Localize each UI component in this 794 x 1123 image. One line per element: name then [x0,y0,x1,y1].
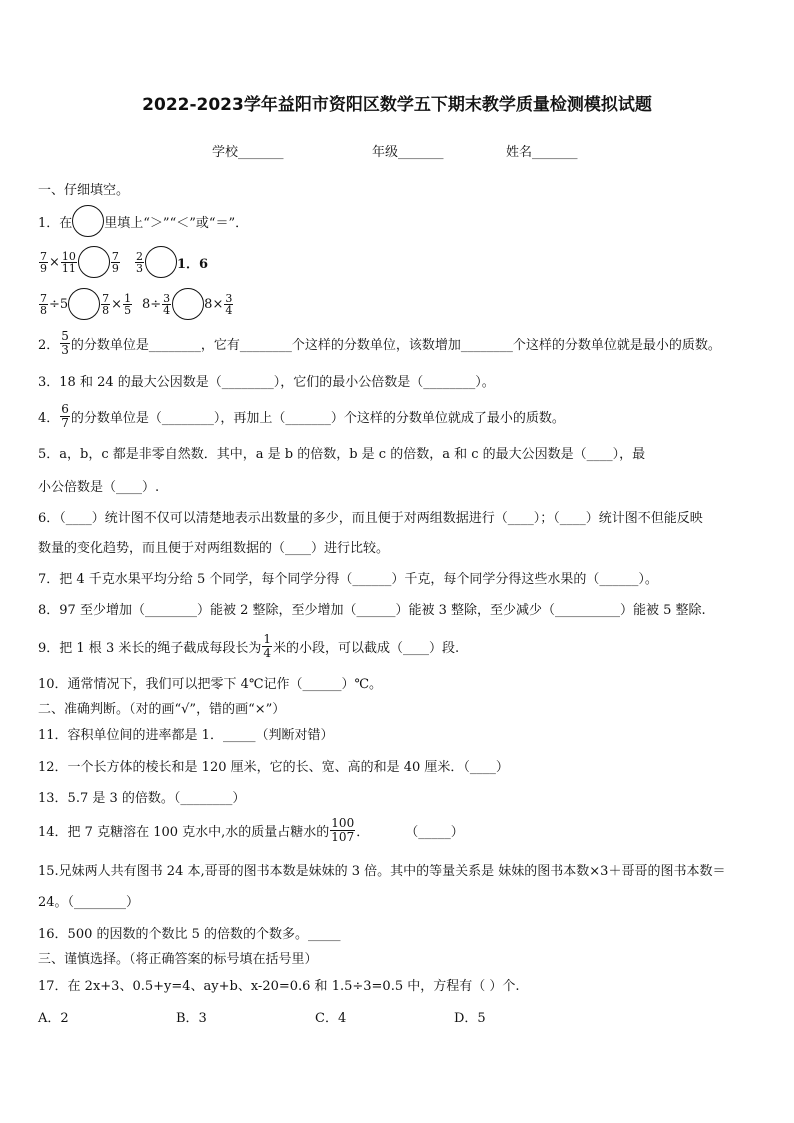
question-15-line-2: 24。（________） [38,895,140,910]
question-11: 11．容积单位间的进率都是 1．_____（判断对错） [38,728,334,743]
question-5-line-2: 小公倍数是（____）. [38,480,160,495]
answer-blank: （_____） [405,825,464,840]
question-4 [38,403,565,430]
q1-expression-3 [38,288,133,320]
compare-circle [145,246,177,278]
question-6-line-2: 数量的变化趋势，而且便于对两组数据的（____）进行比较。 [38,541,390,556]
question-7: 7．把 4 千克水果平均分给 5 个同学，每个同学分得（______）千克，每个同学分得这些水果的（______）。 [38,572,658,587]
question-text: 米的小段，可以截成（____）段. [272,641,460,656]
school-field: 学校_______ [212,145,284,160]
option-a: A．2 [38,1011,69,1026]
option-b: B．3 [176,1011,207,1026]
section-heading-choose: 三、谨慎选择。（将正确答案的标号填在括号里） [38,952,318,967]
question-3: 3．18 和 24 的最大公因数是（________），它们的最小公倍数是（________）。 [38,375,495,390]
question-15-line-1: 15.兄妹两人共有图书 24 本,哥哥的图书本数是妹妹的 3 倍。其中的等量关系是 妹妹的图书本数×3＋哥哥的图书本数＝ [38,864,726,879]
question-number: 4． [38,411,60,426]
question-1 [38,205,248,237]
operator: × [49,254,60,270]
fraction: $\frac{7}{8}$ [40,291,47,317]
fraction: 1 4 [263,632,271,660]
question-2 [38,330,721,357]
question-9 [38,633,459,660]
fraction: $\frac{3}{4}$ [163,291,171,317]
question-10: 10．通常情况下，我们可以把零下 4℃记作（______）℃。 [38,677,383,692]
question-text: 的分数单位是（________），再加上（_______）个这样的分数单位就成了最小的质数。 [70,411,565,426]
compare-circle [78,246,110,278]
compare-circle [68,288,100,320]
question-text: 14．把 7 克糖溶在 100 克水中,水的质量占糖水的 [38,825,330,840]
option-d: D．5 [454,1011,486,1026]
q1-expression-2 [134,246,208,278]
q1-expression-4 [142,288,234,320]
question-16: 16．500 的因数的个数比 5 的倍数的个数多。_____ [38,927,341,942]
question-13: 13．5.7 是 3 的倍数。（________） [38,791,246,806]
fraction: $\frac{10}{11}$ [61,249,76,275]
fraction: $\frac{7}{9}$ [40,249,47,275]
question-14 [38,817,464,844]
section-heading-judge: 二、准确判断。（对的画“√”，错的画“×”） [38,702,286,717]
compare-value: 1．6 [177,256,209,272]
q1-prefix: 1．在 [38,215,73,231]
question-12: 12．一个长方体的棱长和是 120 厘米，它的长、宽、高的和是 40 厘米．（____） [38,760,509,775]
fraction: $\frac{7}{8}$ [102,291,110,317]
question-5-line-1: 5．a，b，c 都是非零自然数．其中，a 是 b 的倍数，b 是 c 的倍数，a 和 c 的最大公因数是（____），最 [38,447,646,462]
fraction: $\frac{3}{4}$ [225,291,233,317]
section-heading-fill: 一、仔细填空。 [38,183,130,198]
question-text: 9．把 1 根 3 米长的绳子截成每段长为 [38,641,262,656]
operator: ÷5 [49,296,69,312]
fraction: 100 107 [331,816,355,844]
question-17: 17．在 2x+3、0.5+y=4、ay+b、x-20=0.6 和 1.5÷3=0.5 中，方程有（ ）个. [38,979,520,994]
operator: 8× [204,296,224,312]
compare-circle [172,288,204,320]
q1-expression-1 [38,246,121,278]
grade-field: 年级_______ [372,145,444,160]
name-field: 姓名_______ [506,145,578,160]
fraction: 2 3 [136,249,143,275]
q1-instruction: 里填上“＞”“＜”或“＝”． [104,215,249,231]
operator: × [111,296,123,312]
fraction: 6 7 [61,402,69,430]
question-6-line-1: 6．（____）统计图不仅可以清楚地表示出数量的多少，而且便于对两组数据进行（____）；（____）统计图不但能反映 [38,511,703,526]
question-text: 的分数单位是________，它有________个这样的分数单位，该数增加________个这样的分数单位就是最小的质数。 [70,338,721,353]
fraction: 7 9 [111,249,119,275]
option-c: C．4 [315,1011,347,1026]
question-number: 2． [38,338,60,353]
page-title: 2022-2023学年益阳市资阳区数学五下期末教学质量检测模拟试题 [142,95,652,115]
fraction: 5 3 [61,329,69,357]
question-text: ． [356,825,370,840]
fraction: $\frac{1}{5}$ [124,291,132,317]
operator: 8÷ [142,296,162,312]
question-8: 8．97 至少增加（________）能被 2 整除，至少增加（______）能被 3 整除，至少减少（__________）能被 5 整除. [38,603,706,618]
compare-circle [72,205,104,237]
